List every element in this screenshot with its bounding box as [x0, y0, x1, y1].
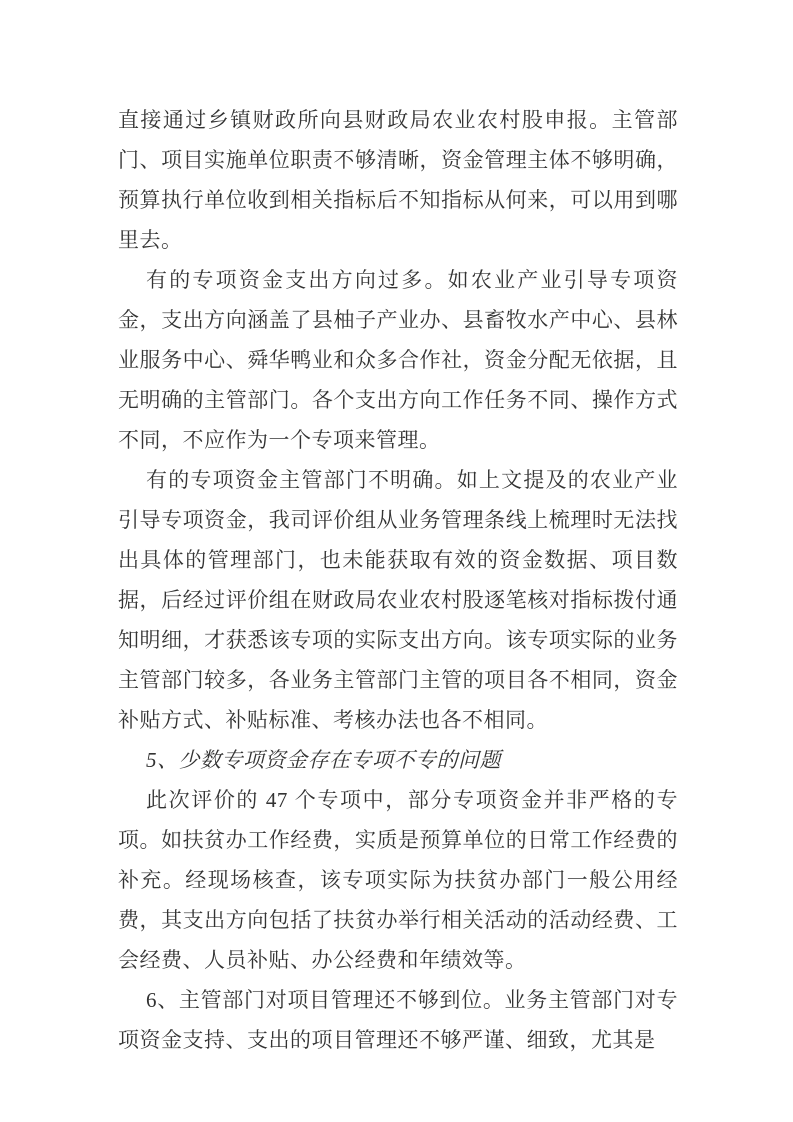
section-heading-5: 5、少数专项资金存在专项不专的问题 — [146, 748, 501, 772]
paragraph-unclear-department: 有的专项资金主管部门不明确。如上文提及的农业产业引导专项资金，我司评价组从业务管理条线上梳理时无法找出具体的管理部门，也未能获取有效的资金数据、项目数据，后经过评价组在财政局农业农村股逐笔核对指标拨付通知明细，才获悉该专项的实际支出方向。该专项实际的业务主管部门较多，各业务主管部门主管的项目各不相同，资金补贴方式、补贴标准、考核办法也各不相同。 — [118, 468, 678, 732]
document-text-block — [118, 100, 678, 1060]
section-paragraph-6: 6、主管部门对项目管理还不够到位。业务主管部门对专项资金支持、支出的项目管理还不够严谨、细致，尤其是 — [118, 988, 678, 1052]
paragraph-47-projects: 此次评价的 47 个专项中，部分专项资金并非严格的专项。如扶贫办工作经费，实质是预算单位的日常工作经费的补充。经现场核查，该专项实际为扶贫办部门一般公用经费，其支出方向包括了扶贫办举行相关活动的活动经费、工会经费、人员补贴、办公经费和年绩效等。 — [118, 788, 678, 972]
paragraph-continuation: 直接通过乡镇财政所向县财政局农业农村股申报。主管部门、项目实施单位职责不够清晰，资金管理主体不够明确，预算执行单位收到相关指标后不知指标从何来，可以用到哪里去。 — [118, 108, 678, 252]
paragraph-spending-directions: 有的专项资金支出方向过多。如农业产业引导专项资金，支出方向涵盖了县柚子产业办、县畜牧水产中心、县林业服务中心、舜华鸭业和众多合作社，资金分配无依据，且无明确的主管部门。各个支出方向工作任务不同、操作方式不同，不应作为一个专项来管理。 — [118, 268, 678, 452]
